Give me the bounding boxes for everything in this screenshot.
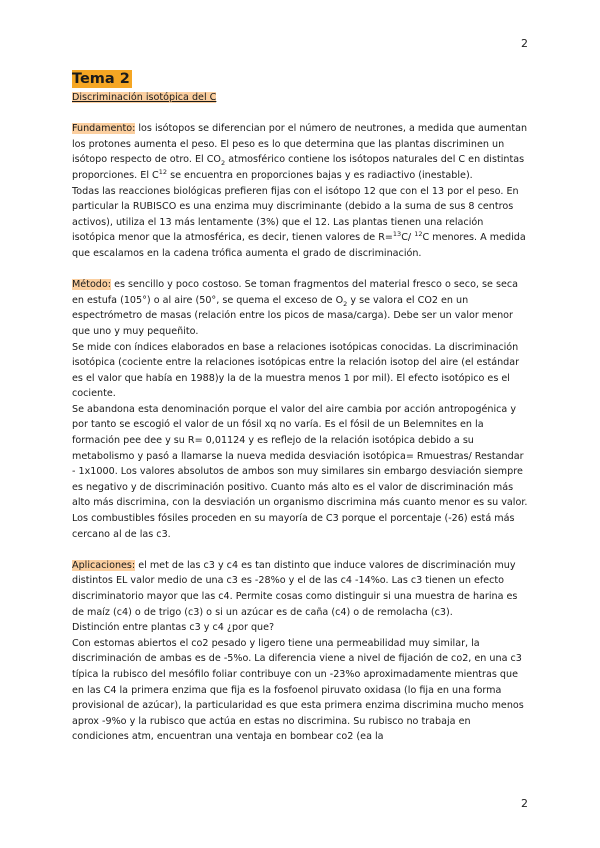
fundamento-label: Fundamento: [72, 123, 136, 135]
title-line [72, 70, 528, 89]
metodo-text-b: y se valora el CO2 en un espectrómetro de masas (relación entre los picos de masa/carga). Debe ser un valor menor que uno y muy pequeñito. [72, 294, 513, 337]
page-number-bottom: 2 [521, 797, 528, 810]
metodo-label: Método: [72, 279, 112, 291]
page-number-top: 2 [521, 37, 528, 50]
fundamento-p2-text-b: C/ [401, 232, 415, 244]
fundamento-p2-text-a: Todas las reacciones biológicas prefieren fijas con el isótopo 12 que con el 13 por el peso. En particular la RUBISCO es una enzima muy discriminante (debido a la suma de sus 8 centros activos), utiliza el 13 más lentamente (3%) que el 12. Las plantas tienen una relación isotópica menor que la atmosférica, es decir, tienen valores de R= [72, 185, 519, 244]
metodo-paragraph-2: Se mide con índices elaborados en base a relaciones isotópicas conocidas. La discriminación isotópica (cociente entre la relaciones isotópicas entre la relación isotop del aire (el estándar es el valor que había en 1988)y la de la muestra menos 1 por mil). El efecto isotópico es el cociente. [72, 341, 520, 400]
aplicaciones-paragraph-2: Distinción entre plantas c3 y c4 ¿por que? [72, 622, 275, 634]
metodo-text-a: es sencillo y poco costoso. Se toman fragmentos del material fresco o seco, se seca en estufa (105°) o al aire (50°, se quema el exceso de O [72, 279, 519, 306]
fundamento-paragraph-2 [72, 184, 528, 262]
fundamento-superscript: 12 [158, 167, 168, 176]
aplicaciones-text: el met de las c3 y c4 es tan distinto que induce valores de discriminación muy distintos EL valor medio de una c3 es -28%o y el de las c4 -14%o. Las c3 tienen un efecto discriminatorio mayor que las c4. Permite cosas como distinguir si una muestra de harina es de maíz (c4) o de trigo (c3) o si un azúcar es de caña (c4) o de remolacha (c3). [72, 559, 518, 618]
aplicaciones-paragraph-3: Con estomas abiertos el co2 pesado y ligero tiene una permeabilidad muy similar, la discriminación de ambas es de -5%o. La diferencia viene a nivel de fijación de co2, en una c3 típica la rubisco del mesófilo foliar contribuye con un -23%o aproximadamente mientras que en las C4 la primera enzima que fija es la fosfoenol piruvato oxidasa (lo fija en una forma provisional de azúcar), la particularidad es que esta primera enzima discrimina mucho menos aprox -9%o y la rubisco que actúa en estas no discrimina. Su rubisco no trabaja en condiciones atm, encuentran una ventaja en bombear co2 (ea la [72, 637, 524, 743]
page-subtitle: Discriminación isotópica del C [72, 91, 217, 103]
metodo-paragraph-3: Se abandona esta denominación porque el valor del aire cambia por acción antropogénica y por tanto se escogió el valor de un fósil xq no varía. Es el fósil de un Belemnites en la formación pee dee y su R= 0,01124 y es reflejo de la relación isotópica debido a su metabolismo y pasó a llamarse la nueva medida desviación isotópica= Rmuestras/ Restandar - 1x1000. Los valores absolutos de ambos son muy similares sin embargo desviación siempre es negativo y de discriminación positivo. Cuanto más alto es el valor de discriminación más alto más discrimina, con la desviación un organismo discrimina más cuanto menor es su valor. Los combustibles fósiles proceden en su mayoría de C3 porque el porcentaje (-26) está más cercano al de las c3. [72, 403, 528, 540]
metodo-subscript: 2 [343, 299, 348, 308]
fundamento-subscript: 2 [221, 159, 226, 168]
fundamento-text-b: atmosférico contiene los isótopos naturales del C en distintas proporciones. El C [72, 154, 525, 181]
fundamento-p2-text-c: C menores. A medida que escalamos en la cadena trófica aumenta el grado de discriminación. [72, 232, 526, 259]
page-title: Tema 2 [72, 71, 130, 87]
fundamento-p2-sup-2: 12 [414, 230, 423, 239]
fundamento-text-a: los isótopos se diferencian por el número de neutrones, a medida que aumentan los protones aumenta el peso. El peso es lo que determina que las plantas discriminen un isótopo respecto de otro. El CO [72, 123, 528, 166]
fundamento-p2-sup-1: 13 [392, 230, 402, 239]
subtitle-line [72, 90, 528, 106]
aplicaciones-label: Aplicaciones: [72, 559, 136, 571]
fundamento-paragraph-1 [72, 121, 528, 183]
document-body [72, 70, 528, 745]
metodo-paragraph-1 [72, 277, 528, 339]
fundamento-text-c: se encuentra en proporciones bajas y es radiactivo (inestable). [167, 169, 473, 181]
aplicaciones-paragraph-1 [72, 558, 528, 620]
